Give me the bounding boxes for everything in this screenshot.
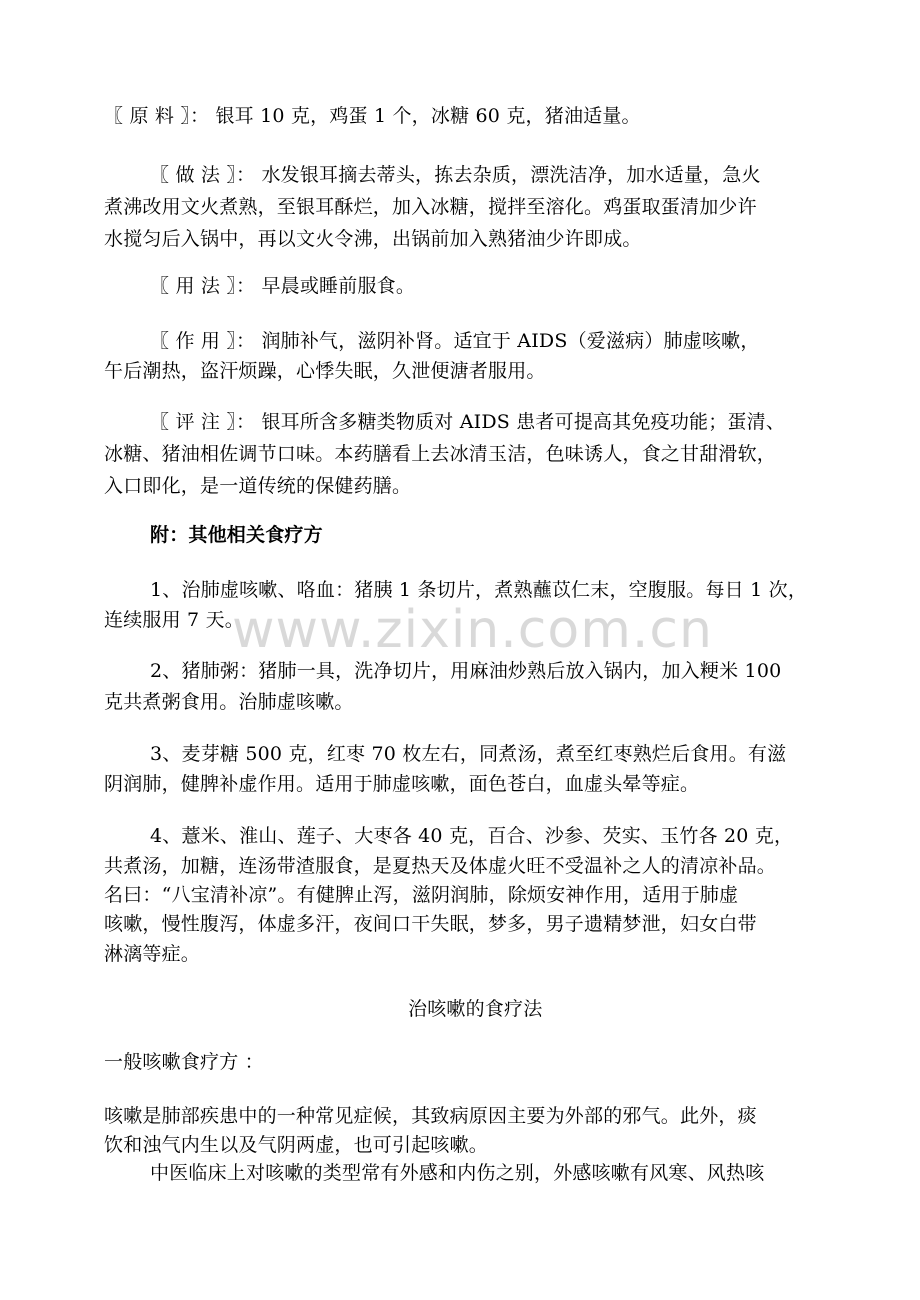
remedy-line: 连续服用 7 天。: [104, 609, 244, 631]
recipe-usage: 〖 用 法 〗： 早晨或睡前服食。: [150, 275, 416, 297]
recipe-method-line: 〖 做 法 〗： 水发银耳摘去蒂头，拣去杂质，漂洗洁净，加水适量，急火: [150, 164, 761, 186]
recipe-ingredients: 〖 原 料 〗： 银耳 10 克，鸡蛋 1 个，冰糖 60 克，猪油适量。: [104, 105, 641, 127]
remedy-line: 阴润肺，健脾补虚作用。适用于肺虚咳嗽，面色苍白，血虚头晕等症。: [104, 773, 700, 795]
recipe-method-line: 水搅匀后入锅中，再以文火令沸，出锅前加入熟猪油少许即成。: [104, 228, 642, 250]
intro-line: 咳嗽是肺部疾患中的一种常见症候，其致病原因主要为外部的邪气。此外，痰: [104, 1105, 757, 1127]
remedy-line: 克共煮粥食用。治肺虚咳嗽。: [104, 691, 354, 713]
remedy-line: 1、治肺虚咳嗽、咯血：猪胰 1 条切片，煮熟蘸苡仁末，空腹服。每日 1 次，: [150, 579, 808, 601]
intro-line: 中医临床上对咳嗽的类型常有外感和内伤之别，外感咳嗽有风寒、风热咳: [150, 1162, 765, 1184]
recipe-comment-line: 冰糖、猪油相佐调节口味。本药膳看上去冰清玉洁，色味诱人，食之甘甜滑软，: [104, 443, 777, 465]
recipe-method-line: 煮沸改用文火煮熟，至银耳酥烂，加入冰糖，搅拌至溶化。鸡蛋取蛋清加少许: [104, 196, 757, 218]
remedy-line: 2、猪肺粥：猪肺一具，洗净切片，用麻油炒熟后放入锅内，加入粳米 100: [150, 660, 782, 682]
remedy-line: 淋漓等症。: [104, 943, 201, 965]
remedy-line: 名曰：“八宝清补凉”。有健脾止泻，滋阴润肺，除烦安神作用，适用于肺虚: [104, 884, 739, 906]
recipe-comment-line: 入口即化，是一道传统的保健药膳。: [104, 475, 412, 497]
remedy-line: 共煮汤，加糖，连汤带渣服食，是夏热天及体虚火旺不受温补之人的清凉补品。: [104, 855, 777, 877]
recipe-comment-line: 〖 评 注 〗： 银耳所含多糖类物质对 AIDS 患者可提高其免疫功能；蛋清、: [150, 411, 786, 433]
recipe-effect-line: 午后潮热，盗汗烦躁，心悸失眠，久泄便溏者服用。: [104, 360, 546, 382]
remedy-line: 4、薏米、淮山、莲子、大枣各 40 克，百合、沙参、芡实、玉竹各 20 克，: [150, 825, 794, 847]
intro-line: 饮和浊气内生以及气阴两虚，也可引起咳嗽。: [104, 1134, 489, 1156]
watermark: www.zixin.com.cn: [232, 600, 713, 660]
remedy-line: 咳嗽，慢性腹泻，体虚多汗，夜间口干失眠，梦多，男子遗精梦泄，妇女白带: [104, 913, 757, 935]
recipe-effect-line: 〖 作 用 〗： 润肺补气，滋阴补肾。适宜于 AIDS（爱滋病）肺虚咳嗽，: [150, 330, 760, 352]
remedy-line: 3、麦芽糖 500 克，红枣 70 枚左右，同煮汤，煮至红枣熟烂后食用。有滋: [150, 743, 787, 765]
general-heading: 一般咳嗽食疗方 ：: [104, 1051, 264, 1073]
appendix-heading: 附：其他相关食疗方: [150, 524, 323, 546]
section-title: 治咳嗽的食疗法: [408, 998, 543, 1020]
